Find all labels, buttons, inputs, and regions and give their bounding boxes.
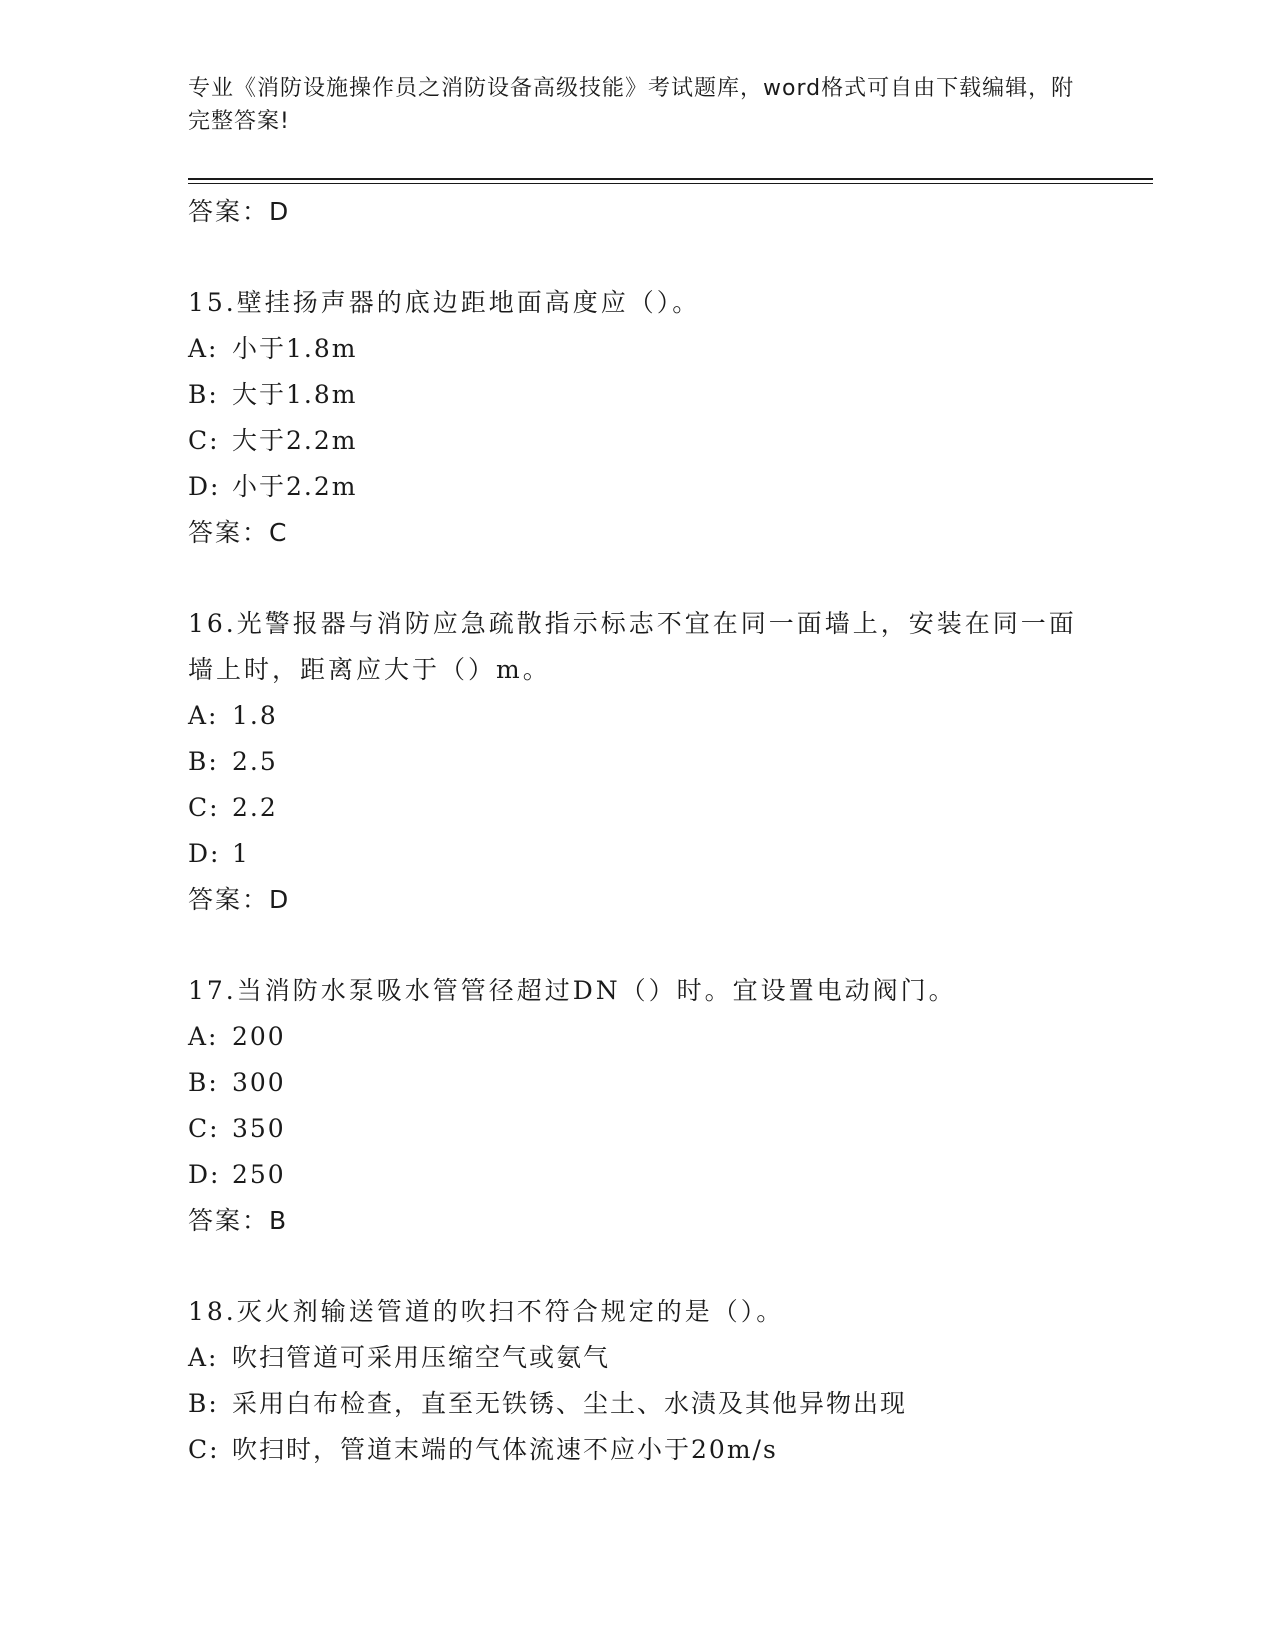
option-key: B: — [188, 747, 219, 776]
option-a — [188, 326, 1088, 372]
option-text: 350 — [232, 1114, 286, 1143]
option-key: D: — [188, 472, 221, 501]
spacer — [188, 556, 1088, 601]
option-text: 吹扫管道可采用压缩空气或氨气 — [232, 1343, 611, 1372]
option-d — [188, 464, 1088, 510]
option-text: 小于2.2m — [232, 472, 358, 501]
option-text: 小于1.8m — [232, 334, 358, 363]
option-text: 大于2.2m — [232, 426, 358, 455]
option-key: D: — [188, 1160, 221, 1189]
option-text: 250 — [232, 1160, 286, 1189]
option-key: A: — [188, 334, 219, 363]
question-stem: 17.当消防水泵吸水管管径超过DN（）时。宜设置电动阀门。 — [188, 976, 957, 1005]
spacer — [188, 923, 1088, 968]
option-key: B: — [188, 1068, 219, 1097]
option-key: A: — [188, 1022, 219, 1051]
option-key: C: — [188, 1435, 220, 1464]
answer-line: 答案：C — [188, 518, 289, 547]
question-list — [188, 189, 1088, 1473]
header-divider-thin — [188, 183, 1153, 184]
option-text: 300 — [232, 1068, 286, 1097]
option-text: 1 — [232, 839, 250, 868]
option-c — [188, 418, 1088, 464]
option-key: B: — [188, 380, 219, 409]
option-text: 2.5 — [232, 747, 278, 776]
question-stem: 18.灭火剂输送管道的吹扫不符合规定的是（）。 — [188, 1297, 785, 1326]
option-a — [188, 1014, 1088, 1060]
header-divider — [188, 178, 1153, 180]
spacer — [188, 1244, 1088, 1289]
option-key: C: — [188, 793, 220, 822]
option-b — [188, 1060, 1088, 1106]
option-key: C: — [188, 426, 220, 455]
option-text: 大于1.8m — [232, 380, 358, 409]
option-text: 采用白布检查，直至无铁锈、尘土、水渍及其他异物出现 — [232, 1389, 908, 1418]
question-stem: 15.壁挂扬声器的底边距地面高度应（）。 — [188, 288, 701, 317]
option-a — [188, 1335, 1088, 1381]
option-text: 200 — [232, 1022, 286, 1051]
answer-line: 答案：D — [188, 197, 291, 226]
answer-line: 答案：D — [188, 885, 291, 914]
option-a — [188, 693, 1088, 739]
option-key: C: — [188, 1114, 220, 1143]
option-d — [188, 1152, 1088, 1198]
option-b — [188, 1381, 1088, 1427]
option-d — [188, 831, 1088, 877]
option-c — [188, 1427, 1088, 1473]
option-b — [188, 372, 1088, 418]
option-c — [188, 1106, 1088, 1152]
option-text: 1.8 — [232, 701, 278, 730]
option-key: A: — [188, 1343, 219, 1372]
option-c — [188, 785, 1088, 831]
document-header: 专业《消防设施操作员之消防设备高级技能》考试题库，word格式可自由下载编辑，附完整答案! — [188, 76, 1075, 134]
question-stem: 16.光警报器与消防应急疏散指示标志不宜在同一面墙上，安装在同一面墙上时，距离应大于（）m。 — [188, 609, 1077, 684]
answer-line: 答案：B — [188, 1206, 289, 1235]
spacer — [188, 235, 1088, 280]
option-key: B: — [188, 1389, 219, 1418]
option-text: 吹扫时，管道末端的气体流速不应小于20m/s — [232, 1435, 778, 1464]
option-text: 2.2 — [232, 793, 278, 822]
option-key: D: — [188, 839, 221, 868]
option-b — [188, 739, 1088, 785]
option-key: A: — [188, 701, 219, 730]
